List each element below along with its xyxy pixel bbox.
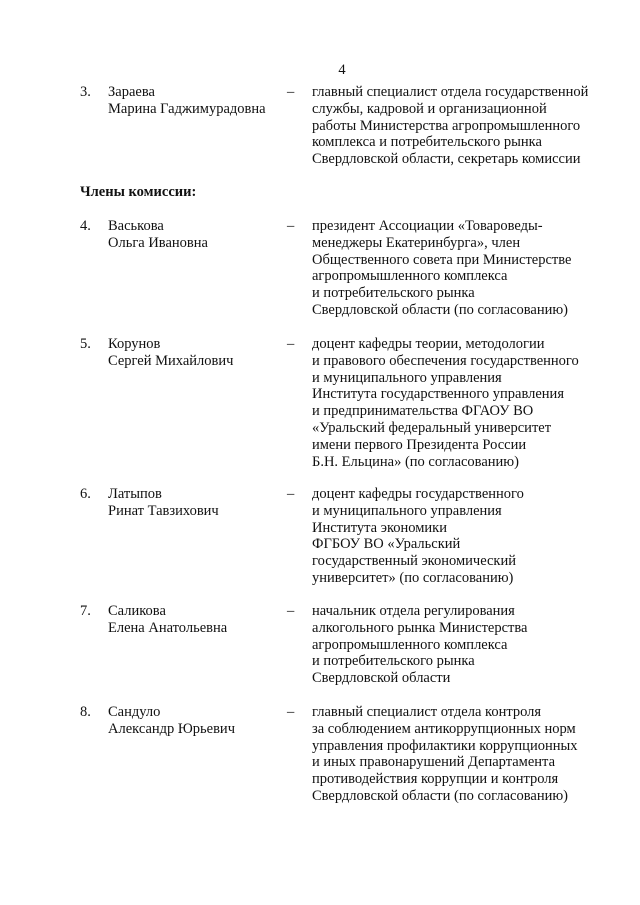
member-role [312,486,612,587]
member-role [312,336,612,470]
dash: – [287,218,295,234]
role-line: президент Ассоциации «Товароведы- [312,218,543,234]
member-name [108,704,283,738]
page-number: 4 [338,62,346,78]
given-names: Сергей Михайлович [108,352,234,369]
role-line: и муниципального управления [312,502,502,519]
given-names: Марина Гаджимурадовна [108,100,266,117]
role-line: и муниципального управления [312,369,502,386]
role-line: доцент кафедры государственного [312,486,524,502]
member-name [108,218,283,252]
dash: – [287,704,295,720]
role-line: комплекса и потребительского рынка [312,134,542,151]
member-role [312,218,612,319]
role-line: Свердловской области (по согласованию) [312,787,569,804]
role-line: Свердловской области, секретарь комиссии [312,151,581,168]
role-line: противодействия коррупции и контроля [312,771,559,788]
role-line: имени первого Президента России [312,436,527,453]
given-names: Ольга Ивановна [108,234,208,251]
role-line: Свердловской области (по согласованию) [312,301,569,318]
role-line: алкогольного рынка Министерства [312,619,528,636]
surname: Корунов [108,336,161,352]
entry-number: 4. [80,218,91,234]
given-names: Александр Юрьевич [108,720,235,737]
entry-number: 7. [80,603,91,619]
surname: Саликова [108,603,166,619]
role-line: менеджеры Екатеринбурга», член [312,234,521,251]
given-names: Ринат Тавзихович [108,502,219,519]
entry-number: 8. [80,704,91,720]
members-heading: Члены комиссии: [80,184,197,200]
dash: – [287,486,295,502]
dash: – [287,603,295,619]
member-role [312,603,612,687]
surname: Васькова [108,218,164,234]
entry-number: 3. [80,84,91,100]
role-line: ФГБОУ ВО «Уральский [312,536,461,553]
role-line: «Уральский федеральный университет [312,419,552,436]
member-name [108,84,283,118]
role-line: за соблюдением антикоррупционных норм [312,720,576,737]
member-role [312,84,612,168]
role-line: государственный экономический [312,553,516,570]
dash: – [287,84,295,100]
role-line: и правового обеспечения государственного [312,352,579,369]
surname: Латыпов [108,486,162,502]
entry-number: 5. [80,336,91,352]
role-line: начальник отдела регулирования [312,603,515,619]
member-name [108,486,283,520]
role-line: Института экономики [312,519,447,536]
role-line: Общественного совета при Министерстве [312,251,572,268]
entry-number: 6. [80,486,91,502]
role-line: управления профилактики коррупционных [312,737,578,754]
role-line: главный специалист отдела контроля [312,704,542,720]
role-line: и потребительского рынка [312,653,475,670]
role-line: работы Министерства агропромышленного [312,117,581,134]
surname: Зараева [108,84,155,100]
role-line: главный специалист отдела государственной [312,84,589,100]
role-line: агропромышленного комплекса [312,268,508,285]
dash: – [287,336,295,352]
role-line: и потребительского рынка [312,285,475,302]
member-role [312,704,612,805]
role-line: и иных правонарушений Департамента [312,754,556,771]
role-line: Института государственного управления [312,386,564,403]
role-line: университет» (по согласованию) [312,569,514,586]
role-line: агропромышленного комплекса [312,636,508,653]
role-line: Свердловской области [312,670,451,687]
given-names: Елена Анатольевна [108,619,228,636]
member-name [108,336,283,370]
role-line: и предпринимательства ФГАОУ ВО [312,403,534,420]
role-line: доцент кафедры теории, методологии [312,336,545,352]
role-line: Б.Н. Ельцина» (по согласованию) [312,453,519,470]
surname: Сандуло [108,704,161,720]
role-line: службы, кадровой и организационной [312,100,547,117]
member-name [108,603,283,637]
